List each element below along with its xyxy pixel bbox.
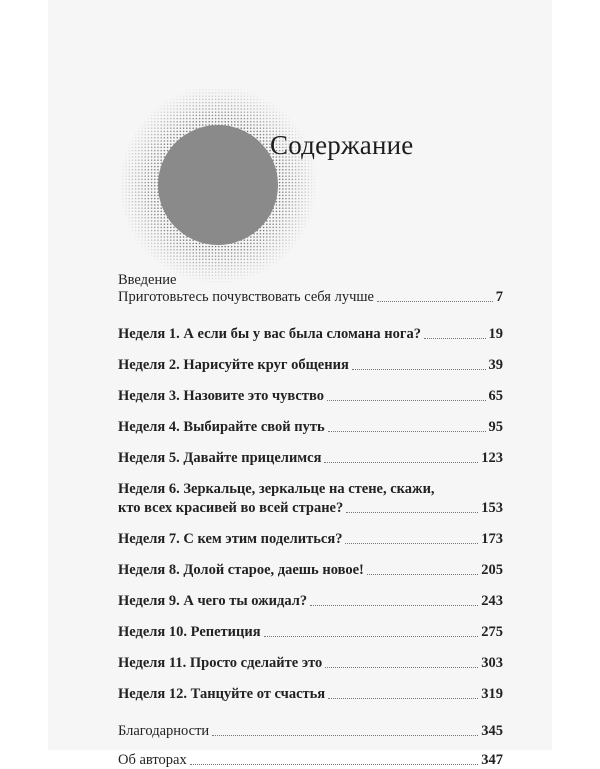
leader-dots — [345, 543, 478, 544]
toc-entry-page: 173 — [481, 531, 503, 547]
leader-dots — [264, 636, 479, 637]
toc-entry-page: 19 — [488, 326, 503, 342]
toc-entry-label: Неделя 9. А чего ты ожидал? — [118, 593, 308, 609]
page-title: Содержание — [270, 130, 414, 160]
toc-entry-page: 243 — [481, 593, 503, 609]
toc-entry-label: Неделя 1. А если бы у вас была сломана нога? — [118, 326, 421, 342]
leader-dots — [346, 512, 478, 513]
toc-entry-week-7[interactable] — [118, 531, 503, 548]
leader-dots — [367, 574, 478, 575]
toc-entry-week-6-line-1[interactable]: Неделя 6. Зеркальце, зеркальце на стене, скажи, — [118, 481, 435, 497]
toc-entry-page: 153 — [481, 500, 503, 516]
leader-dots — [212, 735, 478, 736]
toc-entry-week-12[interactable] — [118, 686, 503, 703]
toc-entry-intro[interactable] — [118, 289, 503, 306]
leader-dots — [310, 605, 478, 606]
toc-entry-label: Неделя 4. Выбирайте свой путь — [118, 419, 325, 435]
toc-entry-label: кто всех красивей во всей стране? — [118, 500, 344, 516]
intro-heading: Введение — [118, 272, 177, 288]
toc-entry-page: 123 — [481, 450, 503, 466]
toc-entry-week-1[interactable] — [118, 326, 503, 343]
toc-entry-week-9[interactable] — [118, 593, 503, 610]
toc-entry-label: Неделя 12. Танцуйте от счастья — [118, 686, 326, 702]
toc-entry-week-5[interactable] — [118, 450, 503, 467]
solid-gray-circle — [158, 125, 278, 245]
toc-entry-page: 319 — [481, 686, 503, 702]
toc-entry-week-4[interactable] — [118, 419, 503, 436]
toc-entry-label: Неделя 3. Назовите это чувство — [118, 388, 324, 404]
book-page — [48, 0, 552, 768]
toc-entry-page: 303 — [481, 655, 503, 671]
leader-dots — [325, 667, 478, 668]
leader-dots — [377, 301, 493, 302]
toc-entry-page: 39 — [488, 357, 503, 373]
toc-entry-week-3[interactable] — [118, 388, 503, 405]
leader-dots — [352, 369, 486, 370]
toc-entry-week-8[interactable] — [118, 562, 503, 579]
leader-dots — [328, 431, 486, 432]
toc-entry-acknowledgements[interactable] — [118, 723, 503, 740]
toc-entry-week-11[interactable] — [118, 655, 503, 672]
leader-dots — [324, 462, 478, 463]
toc-entry-week-6[interactable] — [118, 500, 503, 517]
leader-dots — [328, 698, 478, 699]
toc-entry-page: 95 — [488, 419, 503, 435]
toc-entry-label: Неделя 8. Долой старое, даешь новое! — [118, 562, 364, 578]
toc-entry-label: Об авторах — [118, 752, 187, 768]
leader-dots — [190, 764, 479, 765]
toc-entry-week-2[interactable] — [118, 357, 503, 374]
halftone-circle-emblem — [118, 85, 318, 285]
toc-entry-label: Приготовьтесь почувствовать себя лучше — [118, 289, 374, 305]
toc-entry-label: Неделя 5. Давайте прицелимся — [118, 450, 322, 466]
toc-entry-label: Благодарности — [118, 723, 210, 739]
toc-entry-label: Неделя 10. Репетиция — [118, 624, 261, 640]
toc-entry-week-10[interactable] — [118, 624, 503, 641]
toc-entry-page: 345 — [481, 723, 503, 739]
toc-entry-label: Неделя 2. Нарисуйте круг общения — [118, 357, 349, 373]
toc-entry-page: 7 — [495, 289, 503, 305]
toc-entry-page: 65 — [488, 388, 503, 404]
leader-dots — [424, 338, 486, 339]
toc-entry-label: Неделя 11. Просто сделайте это — [118, 655, 323, 671]
toc-entry-label: Неделя 7. С кем этим поделиться? — [118, 531, 343, 547]
toc-entry-page: 347 — [481, 752, 503, 768]
toc-entry-page: 275 — [481, 624, 503, 640]
toc-entry-about-authors[interactable] — [118, 752, 503, 769]
toc-entry-page: 205 — [481, 562, 503, 578]
leader-dots — [327, 400, 486, 401]
